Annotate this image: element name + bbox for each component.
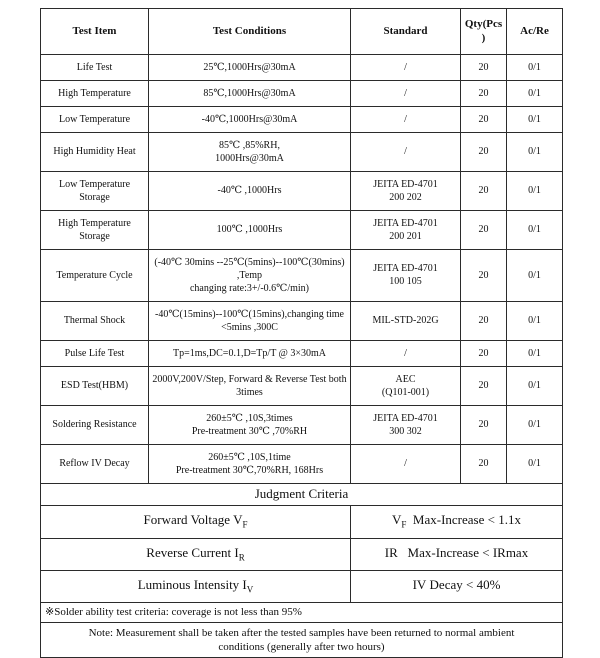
solder-note: ※Solder ability test criteria: coverage is not less than 95%: [41, 603, 563, 622]
cell-standard: AEC (Q101-001): [351, 366, 461, 405]
cell-test-item: High Temperature: [41, 80, 149, 106]
cell-ac-re: 0/1: [507, 210, 563, 249]
judgment-criteria-title: Judgment Criteria: [41, 483, 563, 506]
cell-standard: /: [351, 80, 461, 106]
cell-test-item: Soldering Resistance: [41, 405, 149, 444]
table-row: [41, 405, 563, 444]
test-rows: [41, 54, 563, 483]
cell-standard: JEITA ED-4701 200 202: [351, 171, 461, 210]
cell-test-item: High Humidity Heat: [41, 132, 149, 171]
cell-ac-re: 0/1: [507, 405, 563, 444]
cell-qty: 20: [461, 340, 507, 366]
cell-test-conditions: -40℃,1000Hrs@30mA: [149, 106, 351, 132]
criteria-symbol-subscript: F: [401, 520, 407, 531]
cell-qty: 20: [461, 171, 507, 210]
cell-test-item: ESD Test(HBM): [41, 366, 149, 405]
cell-ac-re: 0/1: [507, 301, 563, 340]
cell-test-item: Low Temperature Storage: [41, 171, 149, 210]
cell-test-conditions: 85℃,1000Hrs@30mA: [149, 80, 351, 106]
column-header-qty: Qty(Pcs ): [461, 9, 507, 55]
cell-qty: 20: [461, 106, 507, 132]
cell-qty: 20: [461, 249, 507, 301]
measurement-note-row: [41, 622, 563, 658]
document-page: [40, 8, 562, 658]
cell-test-conditions: 2000V,200V/Step, Forward & Reverse Test both 3times: [149, 366, 351, 405]
cell-qty: 20: [461, 301, 507, 340]
cell-test-conditions: 100℃ ,1000Hrs: [149, 210, 351, 249]
header-row: [41, 9, 563, 55]
table-row: [41, 132, 563, 171]
cell-test-conditions: (-40℃ 30mins --25℃(5mins)--100℃(30mins) ,Temp changing rate:3+/-0.6℃/min): [149, 249, 351, 301]
cell-test-conditions: 25℃,1000Hrs@30mA: [149, 54, 351, 80]
criteria-symbol: V: [392, 512, 402, 528]
criteria-symbol: IV: [412, 577, 427, 593]
judgment-section: [41, 483, 563, 603]
cell-test-item: Reflow IV Decay: [41, 444, 149, 483]
cell-standard: JEITA ED-4701 300 302: [351, 405, 461, 444]
criteria-symbol: IR: [384, 544, 398, 560]
cell-ac-re: 0/1: [507, 106, 563, 132]
judgment-row: [41, 571, 563, 603]
cell-test-conditions: Tp=1ms,DC=0.1,D=Tp/T @ 3×30mA: [149, 340, 351, 366]
criteria-text: Max-Increase < IRmax: [397, 544, 529, 560]
criteria-text: Decay < 40%: [426, 577, 501, 593]
criteria-text: Max-Increase < 1.1x: [406, 512, 521, 528]
cell-test-conditions: -40℃ ,1000Hrs: [149, 171, 351, 210]
cell-qty: 20: [461, 54, 507, 80]
reliability-test-table: [40, 8, 563, 658]
notes-section: [41, 603, 563, 658]
cell-ac-re: 0/1: [507, 171, 563, 210]
table-row: [41, 366, 563, 405]
table-row: [41, 301, 563, 340]
measurement-note: Note: Measurement shall be taken after the tested samples have been returned to normal ambient conditions (generally after two hours): [41, 622, 563, 658]
cell-test-item: Life Test: [41, 54, 149, 80]
judgment-parameter-label: [41, 506, 351, 538]
cell-test-item: Temperature Cycle: [41, 249, 149, 301]
judgment-row: [41, 506, 563, 538]
cell-standard: /: [351, 54, 461, 80]
cell-standard: JEITA ED-4701 200 201: [351, 210, 461, 249]
cell-test-conditions: 85℃ ,85%RH, 1000Hrs@30mA: [149, 132, 351, 171]
judgment-row: [41, 538, 563, 570]
table-row: [41, 249, 563, 301]
cell-test-item: High Temperature Storage: [41, 210, 149, 249]
column-header-standard: Standard: [351, 9, 461, 55]
judgment-criteria-value: [351, 506, 563, 538]
judgment-parameter-label: [41, 571, 351, 603]
cell-test-conditions: 260±5℃ ,10S,1time Pre-treatment 30℃,70%RH, 168Hrs: [149, 444, 351, 483]
cell-ac-re: 0/1: [507, 54, 563, 80]
column-header-test-item: Test Item: [41, 9, 149, 55]
cell-ac-re: 0/1: [507, 249, 563, 301]
solder-note-row: [41, 603, 563, 622]
cell-standard: /: [351, 106, 461, 132]
cell-standard: MIL-STD-202G: [351, 301, 461, 340]
judgment-parameter-subscript: R: [238, 552, 245, 563]
judgment-parameter-subscript: F: [242, 520, 248, 531]
judgment-parameter-text: Reverse Current I: [146, 544, 239, 560]
judgment-parameter-text: Luminous Intensity I: [137, 577, 247, 593]
cell-standard: /: [351, 444, 461, 483]
cell-test-item: Low Temperature: [41, 106, 149, 132]
column-header-test-conditions: Test Conditions: [149, 9, 351, 55]
judgment-parameter-subscript: V: [246, 584, 254, 595]
table-row: [41, 80, 563, 106]
cell-standard: JEITA ED-4701 100 105: [351, 249, 461, 301]
judgment-parameter-label: [41, 538, 351, 570]
cell-ac-re: 0/1: [507, 80, 563, 106]
cell-test-conditions: -40℃(15mins)--100℃(15mins),changing time <5mins ,300C: [149, 301, 351, 340]
cell-standard: /: [351, 340, 461, 366]
table-row: [41, 210, 563, 249]
cell-ac-re: 0/1: [507, 444, 563, 483]
cell-qty: 20: [461, 132, 507, 171]
cell-qty: 20: [461, 405, 507, 444]
table-row: [41, 54, 563, 80]
cell-qty: 20: [461, 210, 507, 249]
judgment-criteria-value: [351, 538, 563, 570]
table-row: [41, 171, 563, 210]
judgment-criteria-value: [351, 571, 563, 603]
cell-qty: 20: [461, 80, 507, 106]
table-row: [41, 340, 563, 366]
cell-test-conditions: 260±5℃ ,10S,3times Pre-treatment 30℃ ,70%RH: [149, 405, 351, 444]
cell-ac-re: 0/1: [507, 132, 563, 171]
cell-qty: 20: [461, 444, 507, 483]
column-header-ac-re: Ac/Re: [507, 9, 563, 55]
table-row: [41, 106, 563, 132]
cell-ac-re: 0/1: [507, 340, 563, 366]
table-row: [41, 444, 563, 483]
cell-qty: 20: [461, 366, 507, 405]
cell-standard: /: [351, 132, 461, 171]
cell-test-item: Pulse Life Test: [41, 340, 149, 366]
judgment-title-row: [41, 483, 563, 506]
judgment-parameter-text: Forward Voltage V: [143, 512, 243, 528]
cell-ac-re: 0/1: [507, 366, 563, 405]
cell-test-item: Thermal Shock: [41, 301, 149, 340]
